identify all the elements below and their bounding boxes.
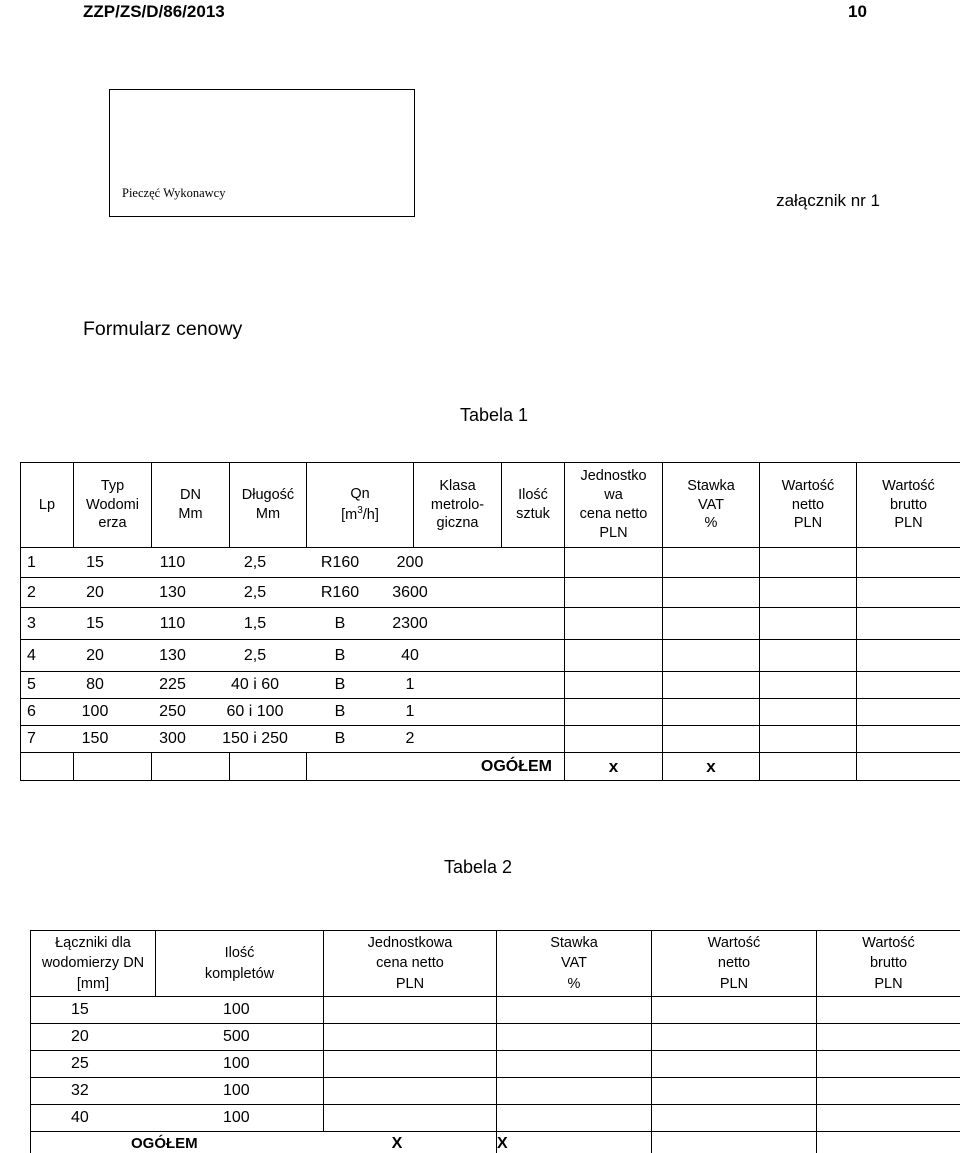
table-row xyxy=(31,1078,960,1105)
gross-cell[interactable] xyxy=(857,672,960,699)
attachment-label: załącznik nr 1 xyxy=(776,191,880,210)
unit-price-cell[interactable] xyxy=(565,640,663,672)
table2-header-row xyxy=(31,931,960,997)
total-row xyxy=(21,753,960,781)
vat-cell[interactable] xyxy=(663,608,760,640)
vat-cell[interactable] xyxy=(497,1105,652,1132)
row-values: 7 150 300 150 i 250 B 2 xyxy=(21,726,565,753)
unit-price-cell[interactable] xyxy=(324,1078,497,1105)
price-table-1 xyxy=(20,462,960,781)
table-row xyxy=(21,726,960,753)
net-cell[interactable] xyxy=(652,997,817,1024)
unit-price-cell[interactable] xyxy=(324,1051,497,1078)
table-row xyxy=(21,672,960,699)
vat-cell[interactable] xyxy=(663,699,760,726)
unit-price-cell[interactable] xyxy=(565,548,663,578)
gross-cell[interactable] xyxy=(817,1024,960,1051)
gross-cell[interactable] xyxy=(857,578,960,608)
table-row xyxy=(31,997,960,1024)
row-values: 5 80 225 40 i 60 B 1 xyxy=(21,672,565,699)
vat-cell[interactable] xyxy=(663,578,760,608)
unit-price-cell[interactable] xyxy=(324,1105,497,1132)
total-vat-cell xyxy=(497,1132,652,1153)
table-row xyxy=(31,1051,960,1078)
row-values: 6 100 250 60 i 100 B 1 xyxy=(21,699,565,726)
col-gross-value: Wartość brutto PLN xyxy=(857,463,960,548)
total-label: OGÓŁEM xyxy=(307,753,565,781)
row-values: 32 100 xyxy=(31,1078,324,1105)
page-number: 10 xyxy=(848,2,867,21)
price-table-2 xyxy=(30,930,960,1153)
row-values: 40 100 xyxy=(31,1105,324,1132)
gross-cell[interactable] xyxy=(857,640,960,672)
gross-cell[interactable] xyxy=(857,608,960,640)
table-row xyxy=(21,640,960,672)
net-cell[interactable] xyxy=(760,726,857,753)
row-values: 20 500 xyxy=(31,1024,324,1051)
col-qn: Qn $[m^3/h]$ xyxy=(307,463,414,548)
row-values: 3 15 110 1,5 B 2300 xyxy=(21,608,565,640)
col-vat-rate: Stawka VAT % xyxy=(497,931,652,997)
vat-cell[interactable] xyxy=(497,1051,652,1078)
row-values: 2 20 130 2,5 R160 3600 xyxy=(21,578,565,608)
total-gross-cell[interactable] xyxy=(857,753,960,781)
vat-cell[interactable] xyxy=(663,726,760,753)
contractor-stamp-box xyxy=(109,89,415,217)
unit-price-cell[interactable] xyxy=(324,997,497,1024)
table-row xyxy=(21,578,960,608)
total-empty-cell xyxy=(152,753,230,781)
row-values: 1 15 110 2,5 R160 200 xyxy=(21,548,565,578)
total-unit-price-x: X xyxy=(391,1134,403,1152)
net-cell[interactable] xyxy=(760,640,857,672)
form-title: Formularz cenowy xyxy=(83,318,243,340)
net-cell[interactable] xyxy=(760,548,857,578)
table2-title: Tabela 2 xyxy=(444,857,513,877)
total-empty-cell xyxy=(230,753,307,781)
table-row xyxy=(21,608,960,640)
col-sets-quantity: Ilość kompletów xyxy=(156,931,324,997)
table1-title: Tabela 1 xyxy=(460,405,529,425)
total-label-cell xyxy=(31,1132,497,1153)
col-unit-price: Jednostko wa cena netto PLN xyxy=(565,463,663,548)
total-row xyxy=(31,1132,960,1153)
row-values: 25 100 xyxy=(31,1051,324,1078)
col-metrological-class: Klasa metrolo- giczna xyxy=(414,463,502,548)
total-empty-cell xyxy=(21,753,74,781)
gross-cell[interactable] xyxy=(817,1051,960,1078)
gross-cell[interactable] xyxy=(857,548,960,578)
net-cell[interactable] xyxy=(652,1051,817,1078)
unit-price-cell[interactable] xyxy=(565,726,663,753)
col-unit-price: Jednostkowa cena netto PLN xyxy=(324,931,497,997)
row-values: 15 100 xyxy=(31,997,324,1024)
net-cell[interactable] xyxy=(652,1024,817,1051)
col-net-value: Wartość netto PLN xyxy=(760,463,857,548)
col-meter-type: Typ Wodomi erza xyxy=(74,463,152,548)
unit-price-cell[interactable] xyxy=(565,578,663,608)
table-row xyxy=(31,1105,960,1132)
stamp-label: Pieczęć Wykonawcy xyxy=(122,186,226,200)
total-gross-cell[interactable] xyxy=(817,1132,960,1153)
total-unit-price-x: x xyxy=(565,753,663,781)
col-connectors-dn: Łączniki dla wodomierzy DN [mm] xyxy=(31,931,156,997)
total-net-cell[interactable] xyxy=(760,753,857,781)
total-net-cell[interactable] xyxy=(652,1132,817,1153)
net-cell[interactable] xyxy=(760,608,857,640)
vat-cell[interactable] xyxy=(497,997,652,1024)
gross-cell[interactable] xyxy=(857,699,960,726)
total-label: OGÓŁEM xyxy=(131,1134,198,1152)
gross-cell[interactable] xyxy=(817,1078,960,1105)
net-cell[interactable] xyxy=(760,578,857,608)
table1-header-row xyxy=(21,463,960,548)
gross-cell[interactable] xyxy=(817,997,960,1024)
col-lp: Lp xyxy=(21,463,74,548)
col-vat-rate: Stawka VAT % xyxy=(663,463,760,548)
vat-cell[interactable] xyxy=(497,1024,652,1051)
unit-price-cell[interactable] xyxy=(324,1024,497,1051)
net-cell[interactable] xyxy=(760,672,857,699)
total-vat-x: x xyxy=(663,753,760,781)
gross-cell[interactable] xyxy=(857,726,960,753)
vat-cell[interactable] xyxy=(663,672,760,699)
col-dn: DN Mm xyxy=(152,463,230,548)
total-empty-cell xyxy=(74,753,152,781)
col-length: Długość Mm xyxy=(230,463,307,548)
table-row xyxy=(21,699,960,726)
col-quantity: Ilość sztuk xyxy=(502,463,565,548)
unit-price-cell[interactable] xyxy=(565,672,663,699)
col-gross-value: Wartość brutto PLN xyxy=(817,931,960,997)
vat-cell[interactable] xyxy=(663,548,760,578)
table-row xyxy=(31,1024,960,1051)
document-reference: ZZP/ZS/D/86/2013 xyxy=(83,2,225,21)
row-values: 4 20 130 2,5 B 40 xyxy=(21,640,565,672)
col-net-value: Wartość netto PLN xyxy=(652,931,817,997)
net-cell[interactable] xyxy=(652,1105,817,1132)
net-cell[interactable] xyxy=(760,699,857,726)
vat-cell[interactable] xyxy=(497,1078,652,1105)
total-vat-x: X xyxy=(497,1134,508,1152)
net-cell[interactable] xyxy=(652,1078,817,1105)
gross-cell[interactable] xyxy=(817,1105,960,1132)
unit-price-cell[interactable] xyxy=(565,699,663,726)
vat-cell[interactable] xyxy=(663,640,760,672)
table-row xyxy=(21,548,960,578)
unit-price-cell[interactable] xyxy=(565,608,663,640)
